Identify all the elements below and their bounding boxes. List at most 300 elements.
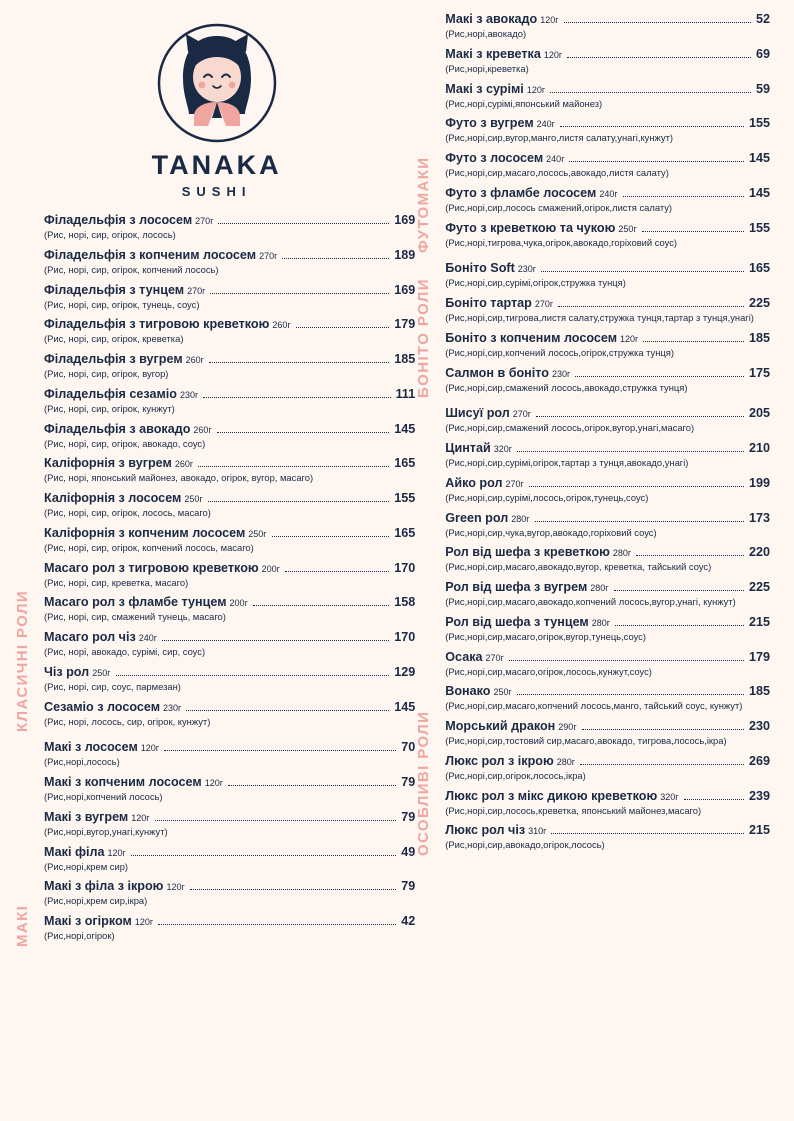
menu-item-price: 225 [748,580,770,594]
menu-item-price: 79 [401,775,416,789]
menu-item-price: 269 [748,753,770,768]
menu-item-weight: 280г [511,513,530,524]
leader-dots [643,340,744,342]
menu-item-row [445,221,770,236]
leader-dots [541,270,744,272]
menu-item-description: (Рис,норі,крем сир,ікра) [44,895,148,907]
section-items-bonito-rolls [445,261,770,400]
leader-dots [550,91,751,93]
menu-item-row [445,650,770,665]
menu-item-weight: 320г [660,791,679,802]
menu-item-weight: 230г [163,702,182,713]
menu-item-weight: 320г [493,444,513,454]
menu-item-row [445,545,770,560]
menu-item-price: 165 [394,456,416,471]
leader-dots [636,554,744,556]
menu-item-price: 169 [394,282,416,297]
menu-item-weight: 250г [92,667,111,678]
menu-item-row [445,754,770,769]
menu-item-weight: 230г [517,264,537,275]
leader-dots [272,535,390,537]
menu-item [44,491,415,519]
menu-item-description: (Рис,норі,сир,огірок,лосось,ікра) [445,769,586,781]
menu-item-description: (Рис, норі, сир, огірок, копчений лосось, масаго) [44,541,254,553]
section-label-classic-rolls [14,213,44,734]
brand-logo [18,12,415,213]
menu-item [44,810,415,838]
menu-item-row [445,511,770,526]
menu-item-name: Філадельфія сезаміо 230г [44,386,199,401]
menu-item [445,789,770,817]
leader-dots [282,257,389,259]
menu-item-weight: 200г [229,598,248,609]
menu-item-row [445,47,770,62]
menu-item-name: Макі з авокадо 120г [445,12,559,26]
menu-item-price: 158 [394,595,416,610]
menu-item-weight: 280г [590,583,609,593]
menu-item [445,476,770,504]
right-sections [415,12,770,864]
menu-item-weight: 120г [134,917,154,927]
menu-item [445,366,770,394]
menu-item [44,845,415,873]
menu-item [445,684,770,712]
menu-item-name: Масаго рол з фламбе тунцем 200г [44,595,248,610]
menu-item-weight: 310г [528,826,547,837]
menu-item-price: 239 [748,788,770,803]
leader-dots [296,326,390,328]
menu-item-row [44,352,415,367]
menu-item-price: 129 [394,664,416,679]
leader-dots [551,832,744,834]
menu-item-row [44,491,415,506]
menu-item-name: Люкс рол з ікрою 280г [445,753,576,768]
menu-item-row [44,845,415,860]
menu-item-description: (Рис,норі,сир,смажений лосось,авокадо,стружка тунця) [445,381,688,393]
menu-item [445,151,770,179]
menu-item-row [445,476,770,491]
menu-item [44,283,415,311]
brand-name: TANAKA [151,150,282,180]
menu-item-description: (Рис,норі,сир,масаго,огірок,лосось,кунжут,соус) [445,665,652,677]
menu-item-price: 205 [748,406,770,421]
menu-item-weight: 250г [618,223,637,234]
menu-item-price: 225 [748,296,770,310]
menu-item [445,47,770,75]
menu-item-row [445,684,770,699]
menu-item-name: Макі з лососем 120г [44,740,160,755]
menu-item-row [445,296,770,311]
menu-item-name: Боніто з копченим лососем 120г [445,330,639,345]
menu-item [445,545,770,573]
menu-item-price: 179 [748,649,770,664]
menu-item [445,12,770,40]
menu-item-weight: 270г [505,478,524,489]
menu-item-description: (Рис,норі,сир,смажений лосось,огірок,вугор,унагі,масаго) [445,422,695,434]
menu-item-description: (Рис,норі,авокадо) [445,28,527,39]
menu-item-row [445,615,770,630]
menu-item [44,700,415,728]
menu-item-weight: 120г [107,847,126,858]
menu-item-description: (Рис, норі, сир, огірок, кунжут) [44,402,175,414]
menu-item-weight: 120г [540,15,559,25]
menu-item-weight: 270г [195,216,214,226]
leader-dots [536,415,744,417]
menu-item-description: (Рис,норі,сир,чука,вугор,авокадо,горіховий соус) [445,526,657,538]
menu-item-price: 155 [748,220,770,235]
leader-dots [569,160,744,162]
menu-item-price: 155 [748,116,770,131]
menu-item-description: (Рис,норі,сир,тостовий сир,масаго,авокадо, тигрова,лосось,ікра) [445,735,727,746]
menu-item-name: Боніто Soft 230г [445,261,537,276]
section-label-maki [14,740,44,949]
menu-item-name: Футо з фламбе лососем 240г [445,185,618,200]
menu-item-name: Шисуї рол 270г [445,406,532,421]
menu-item [445,296,770,324]
menu-item [445,511,770,539]
menu-item-row [445,789,770,804]
leader-dots [131,854,396,856]
menu-item-description: (Рис, норі, сир, креветка, масаго) [44,576,189,588]
menu-item-description: (Рис, норі, сир, огірок, лосось) [44,229,176,240]
menu-item-row [44,630,415,645]
menu-item-row [44,595,415,610]
menu-item-name: Філадельфія з вугрем 260г [44,352,204,366]
menu-item-name: Каліфорнія з копченим лососем 250г [44,525,267,540]
menu-item-name: Люкс рол чіз 310г [445,823,547,838]
menu-item-row [44,317,415,332]
menu-item-description: (Рис,норі,сир,масаго,лосось,авокадо,листя салату) [445,167,669,178]
menu-item-price: 189 [394,247,416,262]
menu-item-name: Морський дракон 290г [445,719,577,733]
leader-dots [162,639,389,641]
menu-item-weight: 240г [536,119,555,130]
menu-item-weight: 200г [261,563,280,574]
menu-item-description: (Рис,норі,лосось) [44,756,120,768]
menu-section-futomaki [415,12,770,255]
menu-item-row [445,441,770,456]
menu-item-weight: 120г [166,882,185,893]
menu-item [445,186,770,214]
menu-item [445,719,770,747]
menu-item-price: 199 [748,475,770,490]
section-label-text: ФУТОМАКИ [415,156,433,254]
leader-dots [642,230,744,232]
menu-item [44,775,415,803]
leader-dots [217,431,390,433]
menu-item-weight: 260г [174,459,194,470]
menu-item-weight: 120г [131,812,150,823]
menu-item [445,650,770,678]
menu-item-description: (Рис,норі,вугор,унагі,кунжут) [44,825,168,837]
menu-item-description: (Рис,норі,сир,тигрова,листя салату,стружка тунця,тартар з тунця,унагі) [445,312,754,323]
menu-item-description: (Рис,норі,сир,сурімі,огірок,тартар з тунця,авокадо,унагі) [445,457,689,468]
menu-item-price: 145 [394,699,416,714]
section-items-maki [44,740,415,949]
menu-item [44,317,415,345]
menu-item-row [44,213,415,228]
brand-subtitle: SUSHI [181,184,252,199]
menu-item [44,387,415,415]
menu-item-price: 215 [748,823,770,838]
menu-item-name: Рол від шефа з креветкою 280г [445,545,632,560]
menu-item [445,261,770,289]
leader-dots [155,819,397,821]
menu-item-price: 210 [748,441,770,455]
menu-item-price: 170 [394,560,416,575]
menu-item-name: Макі з сурімі 120г [445,81,546,96]
menu-item-name: Макі філа 120г [44,844,126,859]
menu-item-description: (Рис,норі,тигрова,чука,огірок,авокадо,горіховий соус) [445,236,678,248]
menu-item-weight: 120г [526,84,546,95]
menu-item-row [445,116,770,131]
menu-item-price: 185 [394,352,416,366]
section-label-text: ОСОБЛИВІ РОЛИ [415,710,433,856]
leader-dots [209,361,389,363]
menu-item [44,879,415,907]
menu-item-description: (Рис,норі,сир,лосось,креветка, японський майонез,масаго) [445,804,702,816]
menu-item-row [44,914,415,929]
menu-item-weight: 290г [558,722,577,732]
menu-item-description: (Рис, норі, авокадо, сурімі, сир, соус) [44,646,206,657]
menu-item-price: 145 [748,151,770,165]
leader-dots [517,450,744,452]
menu-item-row [44,561,415,576]
menu-item-row [44,810,415,825]
menu-item-name: Салмон в боніто 230г [445,365,571,380]
menu-item-row [445,186,770,201]
menu-item-weight: 280г [612,548,632,559]
menu-item-name: Макі з огірком 120г [44,914,154,928]
leader-dots [558,305,744,307]
menu-item-name: Футо з креветкою та чукою 250г [445,220,637,235]
menu-item [44,740,415,768]
menu-item-name: Масаго рол чіз 240г [44,630,158,644]
leader-dots [529,485,744,487]
menu-item-row [445,331,770,346]
menu-item-row [445,261,770,276]
left-column [14,12,416,1113]
menu-item-row [445,12,770,27]
menu-item-weight: 240г [599,188,618,199]
menu-item-name: Рол від шефа з тунцем 280г [445,614,611,629]
menu-item-name: Філадельфія з лососем 270г [44,213,214,227]
menu-item-description: (Рис,норі,сир,масаго,авокадо,копчений лосось,вугор,унагі, кунжут) [445,596,736,607]
menu-item-weight: 260г [185,355,204,365]
menu-item-row [44,248,415,263]
menu-item-row [44,740,415,755]
menu-item-name: Футо з вугрем 240г [445,116,555,131]
menu-item-description: (Рис,норі,сир,авокадо,огірок,лосось) [445,839,605,851]
leader-dots [615,624,744,626]
menu-item-name: Люкс рол з мікс дикою креветкою 320г [445,788,679,803]
menu-item-row [445,580,770,595]
menu-item-description: (Рис,норі,сир,лосось смажений,огірок,листя салату) [445,201,673,213]
menu-item-weight: 280г [591,617,611,628]
menu-item-row [44,700,415,715]
menu-item-row [44,387,415,402]
menu-item-description: (Рис, норі, сир, огірок, копчений лосось) [44,263,219,275]
menu-item-description: (Рис, норі, сир, соус, пармезан) [44,680,181,692]
menu-item-name: Боніто тартар 270г [445,296,554,310]
menu-item-price: 79 [401,809,416,824]
menu-item [445,116,770,144]
menu-item-row [445,366,770,381]
menu-item-description: (Рис, норі, сир, огірок, авокадо, соус) [44,437,206,449]
leader-dots [509,659,744,661]
menu-item-price: 42 [401,914,416,928]
menu-item-description: (Рис,норі,сир,масаго,огірок,вугор,тунець,соус) [445,630,646,642]
menu-item-name: Green рол 280г [445,510,530,525]
menu-item-description: (Рис,норі,сир,масаго,копчений лосось,манго, тайський соус, кунжут) [445,700,743,712]
menu-item-name: Макі з креветка 120г [445,46,563,61]
menu-item-name: Рол від шефа з вугрем 280г [445,580,609,594]
menu-item [445,580,770,608]
menu-item [445,406,770,434]
section-label-text: КЛАСИЧНІ РОЛИ [14,590,31,733]
menu-item-row [445,82,770,97]
menu-item-description: (Рис,норі,сир,сурімі,лосось,огірок,тунець,соус) [445,491,649,503]
menu-item-name: Макі з вугрем 120г [44,809,150,824]
menu-item-price: 175 [748,365,770,380]
menu-item-name: Філадельфія з тунцем 270г [44,282,206,297]
menu-item-description: (Рис,норі,сир,сурімі,огірок,стружка тунця) [445,277,626,289]
menu-item-price: 79 [401,879,416,894]
menu-item [445,823,770,851]
section-items-classic-rolls [44,213,415,734]
menu-item-price: 155 [394,491,416,505]
menu-item-description: (Рис, норі, сир, огірок, лосось, масаго) [44,507,211,518]
leader-dots [580,763,744,765]
menu-item-price: 185 [748,684,770,699]
leader-dots [564,21,751,23]
menu-item-price: 179 [394,317,416,332]
menu-item [44,914,415,942]
right-column [415,12,770,1113]
menu-item-weight: 240г [546,154,565,164]
section-label-bonito-rolls [415,261,445,400]
menu-item-weight: 120г [140,743,160,754]
menu-section-bonito-rolls [415,261,770,400]
menu-item-weight: 270г [187,285,206,296]
leader-dots [228,784,396,786]
leader-dots [218,222,389,224]
menu-item-row [44,283,415,298]
menu-section-classic-rolls [14,213,416,734]
menu-item-description: (Рис,норі,креветка) [445,62,529,74]
menu-item [445,441,770,469]
menu-item-weight: 240г [138,633,158,643]
menu-item-description: (Рис,норі,сурімі,японський майонез) [445,97,603,109]
menu-item-weight: 120г [204,778,223,788]
leader-dots [253,604,389,606]
section-label-futomaki [415,12,445,255]
menu-item-name: Цинтай 320г [445,441,513,455]
menu-item-weight: 260г [272,320,291,331]
menu-item-weight: 230г [551,368,571,379]
leader-dots [575,375,744,377]
menu-item-name: Каліфорнія з лососем 250г [44,491,203,505]
menu-item-description: (Рис, норі, сир, огірок, тунець, соус) [44,298,200,310]
leader-dots [614,589,744,591]
leader-dots [186,709,389,711]
menu-item-description: (Рис, норі, сир, огірок, креветка) [44,333,184,345]
menu-item-description: (Рис, норі, японський майонез, авокадо, огірок, вугор, масаго) [44,472,314,484]
menu-item [44,422,415,450]
leader-dots [198,465,389,467]
menu-item-name: Осака 270г [445,649,504,664]
menu-item [445,615,770,643]
leader-dots [684,798,744,800]
menu-item-price: 165 [748,261,770,276]
menu-item-description: (Рис, норі, сир, огірок, вугор) [44,368,169,379]
menu-item-weight: 250г [184,494,203,504]
menu-item [44,248,415,276]
menu-item-row [44,665,415,680]
menu-item-name: Масаго рол з тигровою креветкою 200г [44,560,280,575]
menu-item-description: (Рис, норі, лосось, сир, огірок, кунжут) [44,715,211,727]
leader-dots [158,923,396,925]
menu-item [445,82,770,110]
menu-item-price: 165 [394,525,416,540]
leader-dots [116,674,390,676]
menu-item-name: Айко рол 270г [445,475,524,490]
leader-dots [560,125,744,127]
section-items-futomaki [445,12,770,255]
menu-item-price: 145 [394,421,416,436]
menu-item-price: 145 [748,185,770,200]
leader-dots [582,728,744,730]
menu-item-price: 215 [748,614,770,629]
menu-item-description: (Рис,норі,сир,масаго,авокадо,вугор, креветка, тайський соус) [445,561,712,573]
menu-item-name: Макі з копченим лососем 120г [44,775,223,789]
menu-item-price: 220 [748,545,770,560]
leader-dots [210,292,389,294]
menu-item-row [44,526,415,541]
menu-item-row [44,879,415,894]
menu-item-row [445,151,770,166]
menu-item-price: 59 [755,81,770,96]
tanaka-girl-logo-icon [156,22,278,144]
leader-dots [567,56,751,58]
menu-item-weight: 270г [512,409,532,420]
menu-item-price: 230 [748,719,770,733]
menu-item [44,213,415,241]
menu-item-name: Сезаміо з лососем 230г [44,699,182,714]
menu-item-description: (Рис,норі,сир,копчений лосось,огірок,стружка тунця) [445,346,674,358]
menu-item-weight: 270г [534,299,554,309]
left-sections [14,213,416,955]
menu-item-weight: 230г [179,389,199,400]
menu-item-price: 173 [748,510,770,525]
menu-item-row [445,406,770,421]
menu-item-description: (Рис, норі, сир, смажений тунець, масаго) [44,611,226,623]
menu-item-description: (Рис,норі,сир,вугор,манго,листя салату,унагі,кунжут) [445,132,674,144]
menu-item [44,456,415,484]
section-label-text: БОНІТО РОЛИ [415,278,433,399]
menu-item [445,221,770,249]
menu-item-price: 170 [394,630,416,644]
section-label-text: МАКІ [14,904,31,947]
menu-item [44,352,415,380]
menu-item [44,595,415,623]
menu-item-name: Футо з лососем 240г [445,151,565,165]
menu-item-row [445,823,770,838]
menu-item-price: 111 [395,386,416,401]
menu-item-price: 49 [401,844,416,859]
section-items-special-rolls [445,406,770,858]
leader-dots [517,693,744,695]
